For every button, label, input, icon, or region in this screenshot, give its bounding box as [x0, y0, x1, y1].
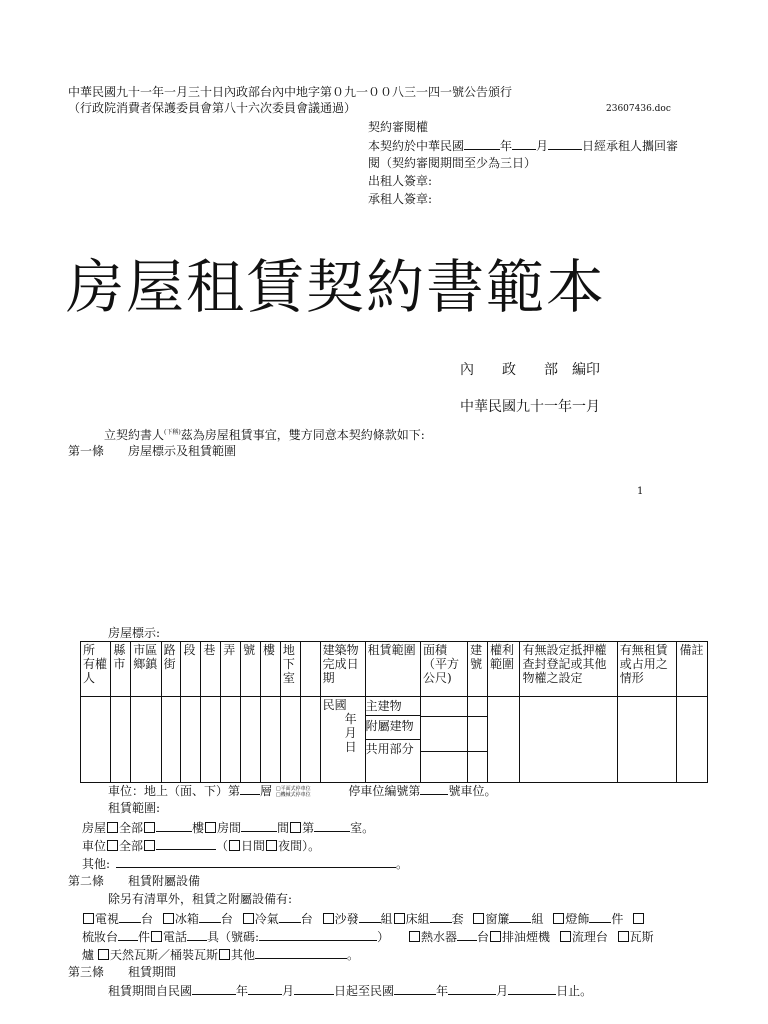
th-lease-scope: 租賃範圍: [365, 642, 420, 697]
td-rights-scope[interactable]: [488, 697, 520, 783]
water-heater-checkbox[interactable]: [409, 931, 420, 942]
publisher-org: 內 政 部 編印: [460, 362, 600, 378]
equipment-row2: 梳妝台 件 電話 具（號碼: ） 熱水器 台 排油煙機 流理台 瓦斯: [82, 930, 654, 944]
sofa-checkbox[interactable]: [323, 913, 334, 924]
th-section: 段: [181, 642, 201, 697]
review-title: 契約審閱權: [368, 120, 429, 134]
td-completion-date[interactable]: 民國 年 月 日: [320, 697, 365, 783]
ac-checkbox[interactable]: [243, 913, 254, 924]
house-all-checkbox[interactable]: [107, 822, 118, 833]
th-area: 面積（平方公尺): [421, 642, 468, 697]
range-hood-checkbox[interactable]: [490, 931, 501, 942]
td-number[interactable]: [241, 697, 261, 783]
th-rights-scope: 權利範圍: [488, 642, 520, 697]
house-label: 房屋標示:: [108, 626, 161, 640]
fridge-checkbox[interactable]: [163, 913, 174, 924]
td-blank[interactable]: [300, 697, 320, 783]
scope-label: 租賃範圍:: [108, 801, 161, 815]
other-equipment-checkbox[interactable]: [219, 949, 230, 960]
intro-line: 立契約書人$^{(下稱)}$茲為房屋租賃事宜，雙方同意本契約條款如下:: [104, 428, 425, 442]
sink-checkbox[interactable]: [560, 931, 571, 942]
dresser-checkbox[interactable]: [633, 913, 644, 924]
page-number: 1: [637, 486, 644, 497]
th-district: 市區鄉鎮: [131, 642, 161, 697]
bed-checkbox[interactable]: [394, 913, 405, 924]
th-completion-date: 建築物完成日期: [320, 642, 365, 697]
td-owner[interactable]: [81, 697, 111, 783]
th-blank: [300, 642, 320, 697]
th-alley: 弄: [221, 642, 241, 697]
lessor-sign: 出租人簽章:: [368, 174, 433, 188]
scope-other: 其他: 。: [82, 857, 409, 871]
house-table: [80, 641, 708, 783]
th-build-no: 建號: [468, 642, 488, 697]
th-number: 號: [241, 642, 261, 697]
car-partial-checkbox[interactable]: [144, 840, 155, 851]
gas-type-checkbox[interactable]: [98, 949, 109, 960]
tv-checkbox[interactable]: [83, 913, 94, 924]
td-occupancy[interactable]: [617, 697, 677, 783]
review-line: （行政院消費者保護委員會第八十六次委員會議通過）: [68, 101, 357, 115]
article1-title: 第一條 房屋標示及租賃範圍: [68, 444, 237, 458]
td-county[interactable]: [111, 697, 131, 783]
equipment-row3: 爐 天然瓦斯／桶裝瓦斯 其他 。: [82, 948, 360, 962]
td-area[interactable]: [421, 697, 468, 783]
td-section[interactable]: [181, 697, 201, 783]
td-floor[interactable]: [260, 697, 280, 783]
td-build-no[interactable]: [468, 697, 488, 783]
scope-house: 房屋 全部 樓 房間 間 第 室。: [82, 821, 375, 835]
lease-period-line: 租賃期間自民國 年 月 日起至民國 年 月 日止。: [108, 984, 593, 998]
phone-checkbox[interactable]: [151, 931, 162, 942]
td-mortgage[interactable]: [520, 697, 617, 783]
th-county: 縣市: [111, 642, 131, 697]
th-owner: 所 有權人: [81, 642, 111, 697]
scope-car: 車位 全部 （ 日間 夜間）。: [82, 839, 321, 853]
decree-line: 中華民國九十一年一月三十日內政部台內中地字第０九一００八三一四一號公告頒行: [68, 85, 513, 99]
article2-intro: 除另有清單外，租賃之附屬設備有:: [108, 892, 293, 906]
parking-line: 車位：地上（面、下）第 層 □平面式停車位 □機械式停車位 停車位編號第 號車位。: [108, 784, 497, 798]
th-basement: 地下室: [280, 642, 300, 697]
main-title: 房屋租賃契約書範本: [66, 253, 607, 321]
td-remarks[interactable]: [677, 697, 708, 783]
car-all-checkbox[interactable]: [107, 840, 118, 851]
th-occupancy: 有無租賃或占用之情形: [617, 642, 677, 697]
review-line1: 本契約於中華民國 年 月 日經承租人攜回審: [368, 139, 679, 153]
td-lane[interactable]: [201, 697, 221, 783]
article2-title: 第二條 租賃附屬設備: [68, 874, 201, 888]
td-road[interactable]: [161, 697, 181, 783]
doc-id: 23607436.doc: [606, 104, 671, 114]
gas-stove-checkbox[interactable]: [618, 931, 629, 942]
th-mortgage: 有無設定抵押權查封登記或其他物權之設定: [520, 642, 617, 697]
td-district[interactable]: [131, 697, 161, 783]
td-basement[interactable]: [280, 697, 300, 783]
house-floor-checkbox[interactable]: [144, 822, 155, 833]
th-floor: 樓: [260, 642, 280, 697]
house-room-checkbox[interactable]: [205, 822, 216, 833]
car-night-checkbox[interactable]: [266, 840, 277, 851]
td-lease-scope: 主建物 附屬建物 共用部分: [365, 697, 420, 783]
house-unit-checkbox[interactable]: [290, 822, 301, 833]
td-alley[interactable]: [221, 697, 241, 783]
th-remarks: 備註: [677, 642, 708, 697]
car-day-checkbox[interactable]: [229, 840, 240, 851]
article3-title: 第三條 租賃期間: [68, 965, 177, 979]
lamp-checkbox[interactable]: [553, 913, 564, 924]
publisher-date: 中華民國九十一年一月: [460, 399, 600, 415]
lessee-sign: 承租人簽章:: [368, 192, 433, 206]
th-road: 路街: [161, 642, 181, 697]
curtain-checkbox[interactable]: [473, 913, 484, 924]
equipment-row1: 電視 台 冰箱 台 冷氣 台 沙發 組 床組 套 窗簾 組 燈飾 件: [82, 910, 645, 927]
review-line2: 閱（契約審閱期間至少為三日）: [368, 156, 537, 170]
th-lane: 巷: [201, 642, 221, 697]
